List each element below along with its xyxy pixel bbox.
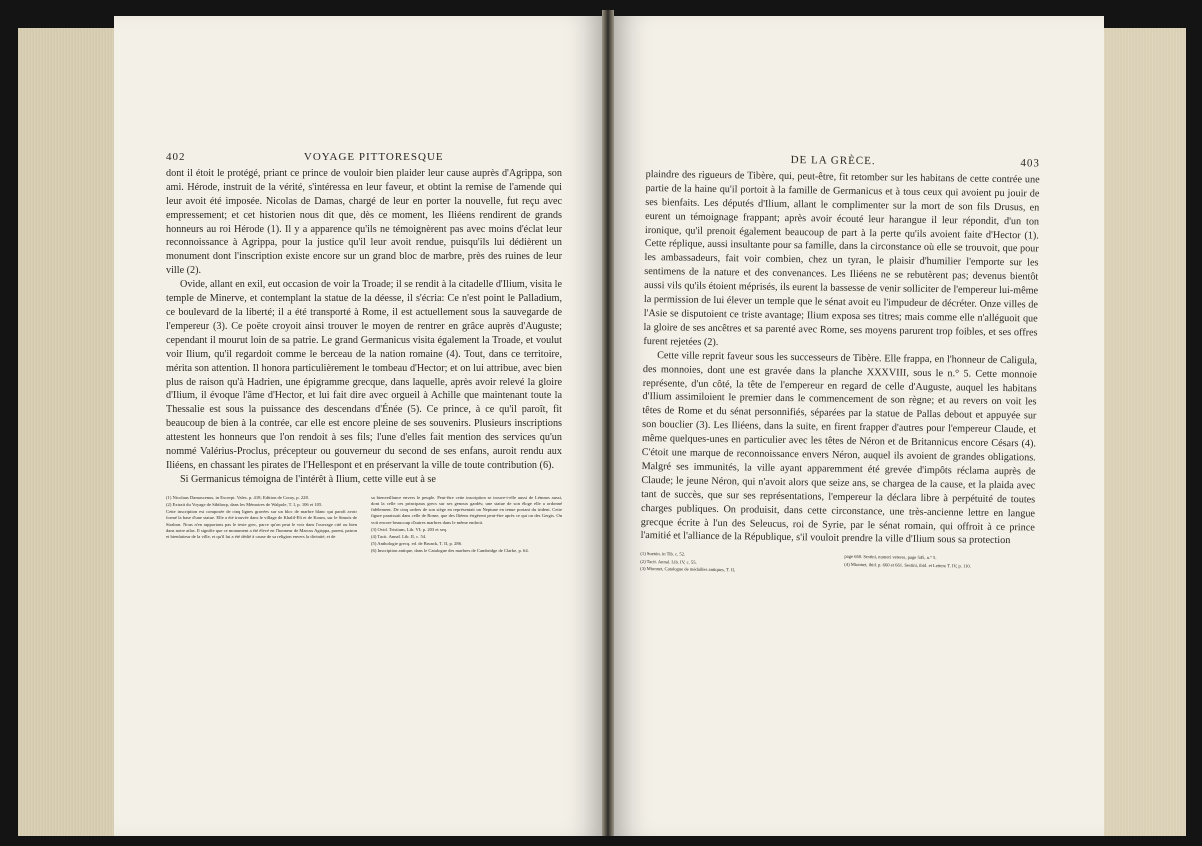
- right-body: [641, 168, 1040, 549]
- footnote: (5) Anthologie grecq. ed. de Brunck, T. II, p. 286.: [371, 541, 463, 547]
- left-paragraph-1: dont il étoit le protégé, priant ce prince de vouloir bien plaider leur cause auprès d'Agrippa, son ami. Hérode, instruit de la vérité, s'intéressa en leur faveur, et obtint la remise de l'amende qui leur avoit été imposée. Nicolas de Damas, chargé de leur en porter la nouvelle, fut reçu avec empressement; et cet historien nous dit que, dès ce moment, les Iliéens rendirent de grands honneurs au roi Hérode (1). Il y a apparence qu'ils ne témoignèrent pas avec moins d'éclat leur reconnoissance à Agrippa, pour la justice qu'il leur avoit rendue, puisqu'ils lui dédièrent un monument dont l'inscription existe encore sur un grand bloc de marbre, près des ruines de leur ville (2).: [166, 167, 562, 277]
- right-page-number: 403: [1020, 157, 1040, 170]
- open-book: [18, 10, 1186, 840]
- left-page-number: 402: [166, 151, 186, 163]
- footnote: (3) Ovid. Tristium, Lib. VI; p. 203 et seq.: [371, 526, 448, 532]
- footnote: page 660. Sestini, numeri veteres, page 545, n.° 5.: [844, 554, 937, 561]
- footnote: Cette inscription est composée de cinq lignes gravées sur un bloc de marbre blanc qui paroît avoir formé la base d'une statue. Elle a été trouvée dans le village de Khalil-Eli et de Koum, sur le Simoïs de Strabon. Nous n'en rapportons pas le texte grec, parce qu'on peut le voir dans l'ouvrage cité ou bien dans notre atlas. Il signifie que ce monument a été élevé en l'honneur de Marcus Agrippa, parent, patron et bienfaiteur de la ville, et qu'il lui a été dédié à cause de sa religion envers la divinité, et de: [166, 509, 357, 539]
- right-footnotes-col-1: [640, 551, 830, 575]
- left-footnotes: [166, 495, 562, 556]
- footnote: (2) Extrait du Voyage de Sibthorp, dans les Mémoires de Walpole, T. I, p. 106 et 105.: [166, 501, 323, 507]
- right-paragraph-2: Cette ville reprit faveur sous les successeurs de Tibère. Elle frappa, en l'honneur de Caligula, des monnoies, dont une est gravée dans la planche XXXVIII, sous le n.° 5. Cette monnoie représente, d'un côté, la tête de l'empereur en regard de celle d'Auguste, auquel les habitans d'Ilium assimiloient le premier dans le commencement de son règne; et au revers on voit les têtes de Rome et du sénat personnifiés, séparées par la statue de Pallas debout et appuyée sur son bouclier (3). Les Iliéens, dans la suite, en firent frapper d'autres pour l'empereur Claude, et même quelques-unes en particulier avec les têtes de Néron et de Britannicus encore Césars (4). C'étoit une marque de reconnoissance envers Néron, auquel ils avoient de grandes obligations. Malgré ses immunités, la ville ayant apparemment été grevée d'impôts réclama auprès de Claude; le jeune Néron, qui n'avoit alors que seize ans, se chargea de la cause, et la plaida avec tant de succès, que sur ses représentations, l'empereur la déclara libre à perpétuité de toutes charges publiques. On produisit, dans cette circonstance, une très-ancienne lettre en langue grecque écrite à l'un des Seleucus, roi de Syrie, par le sénat romain, qui offroit à ce prince l'amitié et l'alliance de la République, s'il vouloit prendre la ville d'Ilium sous sa protection: [640, 349, 1038, 547]
- left-footnotes-col-1: [166, 495, 357, 556]
- book-gutter: [602, 10, 614, 836]
- footnote: (4) Tacit. Annal. Lib. II, c. 54.: [371, 533, 427, 539]
- right-paragraph-1: plaindre des rigueurs de Tibère, qui, peut-être, fit retomber sur les habitans de cette contrée une partie de la haine qu'il portoit à la famille de Germanicus et à tous ceux qui avoient pu jouir de ses bienfaits. Les députés d'Ilium, allant le complimenter sur la mort de son fils Drusus, en eurent un témoignage frappant; après avoir écouté leur harangue il leur répondit, d'un ton ironique, qu'il prenoit également beaucoup de part à la perte qu'ils avoient faite d'Hector (1). Cette réplique, aussi insultante pour sa famille, dans la circonstance où elle se trouvoit, que pour les ambassadeurs, fait voir combien, chez un tyran, le plaisir d'humilier l'emporte sur les sentimens de la nature et des convenances. Les Iliéens ne se rebutèrent pas; devenus bientôt aussi vils qu'ils étoient méprisés, ils eurent la bassesse de venir solliciter de l'empereur lui-même la permission de lui élever un temple que le sénat avoit eu l'impudeur de décréter. Onze villes de l'Asie se disputoient ce triste avantage; Ilium exposa ses titres; mais comme elle n'alléguoit que la gloire de ses ancêtres et sa parenté avec Rome, ses moyens parurent trop foibles, et ses offres furent rejetées (2).: [643, 168, 1040, 348]
- left-page-edges: [18, 28, 128, 836]
- left-footnotes-col-2: [371, 495, 562, 556]
- right-footnotes-col-2: [844, 554, 1034, 578]
- footnote: (4) Mionnet, ibid. p. 660 et 661. Sestini, ibid. et Lettere T. IV, p. 110.: [844, 561, 971, 569]
- left-paragraph-2: Ovide, allant en exil, eut occasion de voir la Troade; il se rendit à la citadelle d'Ilium, visita le temple de Minerve, et contemplant la statue de la déesse, il s'écria: Ce n'est point le Palladium, ce boulevard de la liberté; il a été transporté à Rome, il est actuellement sous la sauvegarde de l'empereur (3). Ce poëte croyoit ainsi trouver le moyen de rentrer en grâce auprès d'Auguste; cependant il mourut loin de sa patrie. Le grand Germanicus visita également la Troade, et voulut voir Ilium, qu'il regardoit comme le berceau de la nation romaine (4). Tout, dans ce territoire, mérita son attention. Il honora particulièrement le tombeau d'Hector; et on lui attribue, avec bien plus de raison qu'à Hadrien, une épigramme grecque, dans laquelle, après avoir relevé la gloire d'Ilium, il évoque l'âme d'Hector, et lui fait dire avec orgueil à Achille que maintenant toute la Thessalie est sous la puissance des descendans d'Énée (5). Ce prince, à ce qu'il paroît, fit beaucoup de bien à la contrée, car elle est encore pleine de ses souvenirs. Plusieurs inscriptions attestent les honneurs que l'on rendoit à ses fils; l'une d'elles fait mention des services qu'un nommé Valérius-Proclus, précepteur ou gouverneur du second de ses enfans, auroit rendu aux Iliéens, en chassant les pirates de l'Hellespont et en préservant la ville de toute contribution (6).: [166, 279, 562, 471]
- left-running-title: VOYAGE PITTORESQUE: [303, 151, 444, 163]
- left-body: [166, 167, 562, 487]
- footnote: (6) Inscription antique, dans le Catalogue des marbres de Cambridge de Clarke, p. 64.: [371, 548, 529, 554]
- footnote: (1) Suetón. in Tib. c. 52.: [640, 551, 686, 557]
- left-paragraph-3: Si Germanicus témoigna de l'intérêt à Ilium, cette ville eut à se: [180, 473, 436, 485]
- footnote: (1) Nicolaus Damascenus, in Excerpt. Vales. p. 418; Edition de Coray, p. 228.: [166, 494, 309, 500]
- footnote: sa bienveillance envers le peuple. Peut-être cette inscription se trouve-t-elle aussi de Lémnos aussi, dont la celle ces principaux grecs sur ses genoux gardés; une statue de son éloge elle a ordonné fidèlement. De cinq ordres de son siège en représentait un Neptune en tenue portant du trident. Cette figure paraissait dans celle de Rome, que des Iliéens érigèrent peut-être après ce qui on des Gergis. On voit encore beaucoup d'autres marbres dans le même endroit.: [371, 494, 562, 525]
- footnote: (3) Mionnet, Catalogue de médailles antiques, T. II,: [640, 565, 736, 573]
- left-page-text: [166, 151, 562, 556]
- right-running-title: DE LA GRÈCE.: [790, 154, 876, 168]
- right-page-text: [640, 152, 1040, 578]
- footnote: (2) Tacit. Annal. Lib. IV, c. 55.: [640, 558, 697, 565]
- left-running-head: [166, 151, 562, 165]
- right-page-edges: [1094, 28, 1186, 836]
